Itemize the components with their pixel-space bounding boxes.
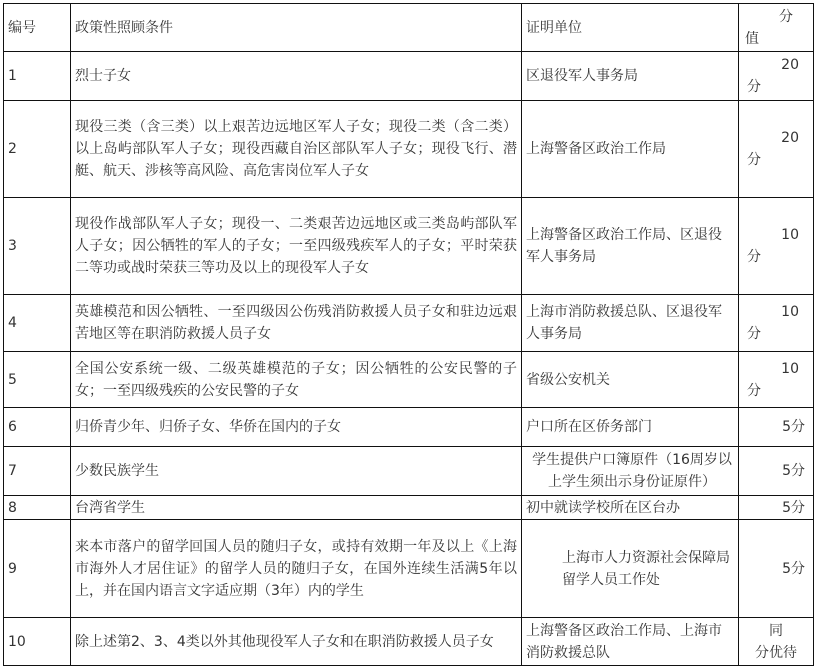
table-row — [4, 496, 814, 520]
table-row — [4, 295, 814, 352]
row-unit: 上海市消防救援总队、区退役军人事务局 — [522, 295, 739, 352]
table-row — [4, 447, 814, 496]
row-unit: 上海警备区政治工作局 — [522, 101, 739, 198]
row-num: 9 — [4, 520, 71, 618]
table-row — [4, 520, 814, 618]
policy-table — [3, 3, 814, 666]
row-score-top: 10 — [781, 227, 799, 243]
table-row — [4, 101, 814, 198]
table-row — [4, 618, 814, 666]
row-num: 7 — [4, 447, 71, 496]
row-num: 5 — [4, 352, 71, 408]
header-condition: 政策性照顾条件 — [71, 4, 522, 52]
row-num: 6 — [4, 408, 71, 447]
table-row — [4, 198, 814, 295]
row-score — [739, 198, 814, 295]
row-score-bottom: 分 — [747, 382, 761, 399]
row-score-top: 10 — [781, 304, 799, 320]
row-score-top: 10 — [781, 360, 799, 377]
row-num: 2 — [4, 101, 71, 198]
header-row — [4, 4, 814, 52]
row-unit: 区退役军人事务局 — [522, 52, 739, 101]
row-score-bottom: 分 — [747, 152, 761, 168]
row-unit: 省级公安机关 — [522, 352, 739, 408]
header-unit: 证明单位 — [522, 4, 739, 52]
row-score — [739, 295, 814, 352]
row-condition: 台湾省学生 — [71, 496, 522, 520]
row-score: 5分 — [739, 496, 814, 520]
row-num: 8 — [4, 496, 71, 520]
row-unit: 上海市人力资源社会保障局留学人员工作处 — [522, 520, 739, 618]
row-condition: 现役三类（含三类）以上艰苦边远地区军人子女；现役二类（含二类）以上岛屿部队军人子女；现役西藏自治区部队军人子女；现役飞行、潜艇、航天、涉核等高风险、高危害岗位军人子女 — [71, 101, 522, 198]
row-condition: 英雄模范和因公牺牲、一至四级因公伤残消防救援人员子女和驻边远艰苦地区等在职消防救援人员子女 — [71, 295, 522, 352]
row-unit: 学生提供户口簿原件（16周岁以上学生须出示身份证原件） — [522, 447, 739, 496]
table-row — [4, 52, 814, 101]
row-score-top: 20 — [781, 130, 799, 146]
header-score-bottom: 值 — [745, 30, 759, 47]
table-row — [4, 352, 814, 408]
row-condition: 烈士子女 — [71, 52, 522, 101]
row-score-top: 同 — [769, 622, 783, 639]
row-num: 10 — [4, 618, 71, 666]
row-condition: 来本市落户的留学回国人员的随归子女，或持有效期一年及以上《上海市海外人才居住证》的留学人员的随归子女，在国外连续生活满5年以上，并在国内语言文字适应期（3年）内的学生 — [71, 520, 522, 618]
table-row — [4, 408, 814, 447]
header-score-top: 分 — [779, 8, 793, 25]
row-unit: 上海警备区政治工作局、区退役军人事务局 — [522, 198, 739, 295]
row-condition: 少数民族学生 — [71, 447, 522, 496]
row-condition: 归侨青少年、归侨子女、华侨在国内的子女 — [71, 408, 522, 447]
row-score — [739, 618, 814, 666]
row-score — [739, 352, 814, 408]
row-score-bottom: 分 — [747, 326, 761, 342]
row-score-bottom: 分 — [747, 249, 761, 265]
row-score-top: 20 — [781, 57, 799, 73]
row-score — [739, 52, 814, 101]
row-condition: 全国公安系统一级、二级英雄模范的子女；因公牺牲的公安民警的子女；一至四级残疾的公安民警的子女 — [71, 352, 522, 408]
row-score: 5分 — [739, 447, 814, 496]
row-score-bottom: 分优待 — [755, 644, 797, 661]
row-num: 3 — [4, 198, 71, 295]
row-condition: 除上述第2、3、4类以外其他现役军人子女和在职消防救援人员子女 — [71, 618, 522, 666]
row-unit: 上海警备区政治工作局、上海市消防救援总队 — [522, 618, 739, 666]
row-score-bottom: 分 — [747, 79, 761, 95]
row-unit: 户口所在区侨务部门 — [522, 408, 739, 447]
header-num: 编号 — [4, 4, 71, 52]
row-condition: 现役作战部队军人子女；现役一、二类艰苦边远地区或三类岛屿部队军人子女；因公牺牲的军人的子女；一至四级残疾军人的子女；平时荣获二等功或战时荣获三等功及以上的现役军人子女 — [71, 198, 522, 295]
row-num: 1 — [4, 52, 71, 101]
row-num: 4 — [4, 295, 71, 352]
row-unit: 初中就读学校所在区台办 — [522, 496, 739, 520]
row-score: 5分 — [739, 520, 814, 618]
row-score: 5分 — [739, 408, 814, 447]
header-score — [739, 4, 814, 52]
row-score — [739, 101, 814, 198]
